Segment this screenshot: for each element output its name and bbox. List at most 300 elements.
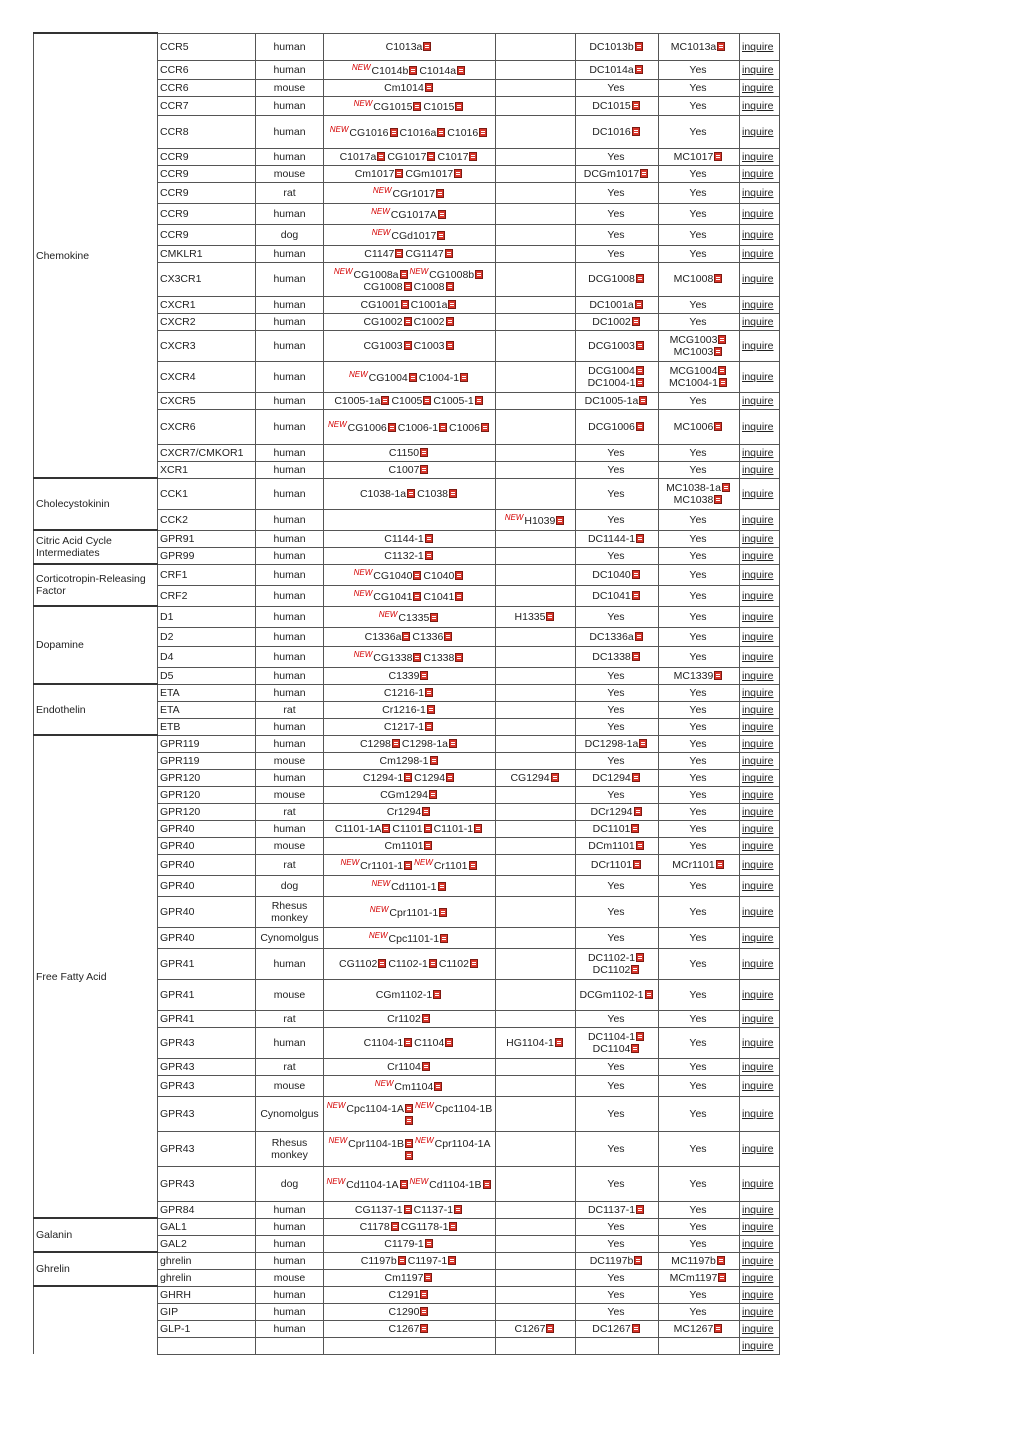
- inquire-link[interactable]: inquire: [742, 1220, 774, 1233]
- dc-code[interactable]: DC1197b: [589, 1254, 634, 1267]
- inquire-link[interactable]: inquire: [742, 228, 774, 241]
- h-code[interactable]: H1335: [514, 610, 546, 623]
- dc-code[interactable]: DCG1004: [588, 364, 635, 377]
- inquire-link[interactable]: inquire: [742, 1036, 774, 1049]
- dc-code[interactable]: DC1137-1: [587, 1203, 636, 1216]
- products-code[interactable]: Cpr1101-1: [389, 907, 439, 919]
- inquire-link[interactable]: inquire: [742, 63, 774, 76]
- inquire-link[interactable]: inquire: [742, 858, 774, 871]
- pdf-icon[interactable]: [439, 423, 447, 432]
- inquire-link[interactable]: inquire: [742, 610, 774, 623]
- inquire-link[interactable]: inquire: [742, 549, 774, 562]
- pdf-icon[interactable]: [632, 652, 640, 661]
- pdf-icon[interactable]: [413, 592, 421, 601]
- dc-code[interactable]: DC1013b: [589, 40, 634, 53]
- pdf-icon[interactable]: [719, 378, 727, 387]
- pdf-icon[interactable]: [440, 934, 448, 943]
- pdf-icon[interactable]: [390, 128, 398, 137]
- products-code[interactable]: C1178: [359, 1220, 390, 1233]
- products-code[interactable]: C1006-1: [397, 422, 439, 434]
- products-code[interactable]: CG1015: [373, 101, 413, 113]
- dc-code[interactable]: DC1015: [592, 99, 631, 112]
- products-code[interactable]: Cpc1104-1B: [434, 1103, 493, 1115]
- products-code[interactable]: CG1338: [373, 652, 413, 664]
- pdf-icon[interactable]: [716, 860, 724, 869]
- pdf-icon[interactable]: [640, 169, 648, 178]
- pdf-icon[interactable]: [420, 671, 428, 680]
- pdf-icon[interactable]: [444, 632, 452, 641]
- products-code[interactable]: C1016: [447, 127, 479, 139]
- products-code[interactable]: C1001a: [410, 298, 448, 311]
- products-code[interactable]: C1041: [423, 591, 455, 603]
- products-code[interactable]: Cr1294: [386, 805, 422, 818]
- mc-code[interactable]: MC1197b: [671, 1254, 716, 1267]
- pdf-icon[interactable]: [395, 169, 403, 178]
- inquire-link[interactable]: inquire: [742, 1107, 774, 1120]
- pdf-icon[interactable]: [420, 1290, 428, 1299]
- products-code[interactable]: Cr1101-1: [360, 860, 404, 872]
- dc-code[interactable]: DC1001a: [589, 298, 634, 311]
- dc-code[interactable]: DC1102-1: [587, 951, 636, 964]
- products-code[interactable]: C1197-1: [407, 1254, 448, 1267]
- pdf-icon[interactable]: [631, 965, 639, 974]
- products-code[interactable]: CG1040: [373, 570, 413, 582]
- products-code[interactable]: Cr1104: [387, 1060, 421, 1073]
- products-code[interactable]: C1336: [412, 630, 444, 643]
- products-code[interactable]: C1038-1a: [359, 487, 407, 500]
- pdf-icon[interactable]: [437, 231, 445, 240]
- dc-code[interactable]: DC1104-1: [587, 1030, 636, 1043]
- pdf-icon[interactable]: [425, 688, 433, 697]
- inquire-link[interactable]: inquire: [742, 1339, 774, 1352]
- products-code[interactable]: C1017a: [339, 150, 377, 163]
- pdf-icon[interactable]: [636, 422, 644, 431]
- products-code[interactable]: CGm1102-1: [375, 988, 433, 1001]
- dc-code[interactable]: DC1016: [592, 125, 631, 138]
- inquire-link[interactable]: inquire: [742, 99, 774, 112]
- pdf-icon[interactable]: [388, 423, 396, 432]
- products-code[interactable]: C1014a: [419, 65, 457, 77]
- pdf-icon[interactable]: [392, 739, 400, 748]
- products-code[interactable]: C1291: [388, 1288, 420, 1301]
- pdf-icon[interactable]: [423, 396, 431, 405]
- products-code[interactable]: CG1003: [363, 339, 403, 352]
- pdf-icon[interactable]: [427, 705, 435, 714]
- pdf-icon[interactable]: [454, 1205, 462, 1214]
- inquire-link[interactable]: inquire: [742, 339, 774, 352]
- dc-code[interactable]: DC1041: [592, 589, 631, 602]
- products-code[interactable]: C1294-1: [362, 771, 404, 784]
- pdf-icon[interactable]: [551, 773, 559, 782]
- pdf-icon[interactable]: [634, 1256, 642, 1265]
- products-code[interactable]: CG1008: [363, 280, 403, 293]
- products-code[interactable]: CG1008a: [353, 268, 399, 281]
- products-code[interactable]: CG1002: [363, 315, 403, 328]
- inquire-link[interactable]: inquire: [742, 513, 774, 526]
- pdf-icon[interactable]: [407, 489, 415, 498]
- pdf-icon[interactable]: [455, 571, 463, 580]
- products-code[interactable]: C1101-1: [433, 822, 474, 835]
- pdf-icon[interactable]: [409, 373, 417, 382]
- products-code[interactable]: C1006: [449, 422, 480, 434]
- inquire-link[interactable]: inquire: [742, 1079, 774, 1092]
- products-code[interactable]: C1294: [414, 771, 446, 784]
- pdf-icon[interactable]: [433, 990, 441, 999]
- pdf-icon[interactable]: [639, 396, 647, 405]
- products-code[interactable]: C1002: [413, 315, 445, 328]
- mc-code[interactable]: MC1017: [673, 150, 714, 163]
- products-code[interactable]: CG1006: [347, 422, 387, 434]
- pdf-icon[interactable]: [398, 1256, 406, 1265]
- pdf-icon[interactable]: [455, 102, 463, 111]
- pdf-icon[interactable]: [469, 152, 477, 161]
- pdf-icon[interactable]: [714, 495, 722, 504]
- inquire-link[interactable]: inquire: [742, 568, 774, 581]
- pdf-icon[interactable]: [636, 378, 644, 387]
- inquire-link[interactable]: inquire: [742, 167, 774, 180]
- dc-code[interactable]: DCG1006: [588, 420, 635, 433]
- pdf-icon[interactable]: [448, 300, 456, 309]
- products-code[interactable]: Cpr1104-1A: [434, 1138, 491, 1150]
- pdf-icon[interactable]: [632, 127, 640, 136]
- mc-code[interactable]: MC1339: [673, 669, 714, 682]
- dc-code[interactable]: DC1014a: [589, 63, 634, 76]
- dc-code[interactable]: DCr1101: [590, 858, 633, 871]
- products-code[interactable]: CG1016: [349, 127, 389, 139]
- inquire-link[interactable]: inquire: [742, 931, 774, 944]
- inquire-link[interactable]: inquire: [742, 805, 774, 818]
- products-code[interactable]: C1104: [414, 1036, 445, 1049]
- pdf-icon[interactable]: [434, 1082, 442, 1091]
- dc-code[interactable]: DC1144-1: [587, 532, 636, 545]
- pdf-icon[interactable]: [460, 373, 468, 382]
- dc-code[interactable]: DC1336a: [589, 630, 634, 643]
- products-code[interactable]: C1267: [388, 1322, 420, 1335]
- pdf-icon[interactable]: [635, 42, 643, 51]
- products-code[interactable]: C1144-1: [384, 532, 424, 545]
- products-code[interactable]: CGm1017: [405, 167, 454, 180]
- pdf-icon[interactable]: [409, 66, 417, 75]
- inquire-link[interactable]: inquire: [742, 788, 774, 801]
- mc-code[interactable]: MC1006: [673, 420, 714, 433]
- pdf-icon[interactable]: [546, 1324, 554, 1333]
- pdf-icon[interactable]: [446, 282, 454, 291]
- products-code[interactable]: Cd1104-1B: [429, 1179, 482, 1191]
- inquire-link[interactable]: inquire: [742, 1142, 774, 1155]
- products-code[interactable]: C1137-1: [413, 1203, 454, 1216]
- products-code[interactable]: Cr1216-1: [382, 703, 426, 716]
- products-code[interactable]: CG1017: [387, 150, 427, 163]
- pdf-icon[interactable]: [475, 396, 483, 405]
- h-code[interactable]: HG1104-1: [506, 1036, 554, 1049]
- products-code[interactable]: C1005-1: [433, 394, 474, 407]
- inquire-link[interactable]: inquire: [742, 879, 774, 892]
- inquire-link[interactable]: inquire: [742, 839, 774, 852]
- dc-code[interactable]: DCG1008: [588, 273, 635, 285]
- products-code[interactable]: C1150: [388, 446, 420, 459]
- inquire-link[interactable]: inquire: [742, 463, 774, 476]
- pdf-icon[interactable]: [718, 335, 726, 344]
- pdf-icon[interactable]: [455, 653, 463, 662]
- pdf-icon[interactable]: [425, 722, 433, 731]
- products-code[interactable]: Cm1104: [394, 1081, 434, 1093]
- products-code[interactable]: C1040: [423, 570, 455, 582]
- pdf-icon[interactable]: [636, 841, 644, 850]
- inquire-link[interactable]: inquire: [742, 650, 774, 663]
- pdf-icon[interactable]: [429, 959, 437, 968]
- dc-code[interactable]: DC1104: [592, 1042, 631, 1055]
- pdf-icon[interactable]: [454, 169, 462, 178]
- products-code[interactable]: C1016a: [399, 127, 437, 139]
- products-code[interactable]: CGm1294: [380, 788, 428, 801]
- pdf-icon[interactable]: [405, 1139, 413, 1148]
- inquire-link[interactable]: inquire: [742, 1271, 774, 1284]
- pdf-icon[interactable]: [404, 317, 412, 326]
- pdf-icon[interactable]: [413, 571, 421, 580]
- products-code[interactable]: C1013a: [385, 40, 423, 53]
- pdf-icon[interactable]: [449, 739, 457, 748]
- pdf-icon[interactable]: [425, 534, 433, 543]
- products-code[interactable]: C1179-1: [384, 1237, 424, 1250]
- pdf-icon[interactable]: [437, 128, 445, 137]
- pdf-icon[interactable]: [420, 465, 428, 474]
- products-code[interactable]: C1132-1: [384, 549, 424, 562]
- inquire-link[interactable]: inquire: [742, 988, 774, 1001]
- products-code[interactable]: Cd1101-1: [391, 881, 437, 893]
- products-code[interactable]: CG1041: [373, 591, 413, 603]
- pdf-icon[interactable]: [546, 612, 554, 621]
- pdf-icon[interactable]: [427, 152, 435, 161]
- inquire-link[interactable]: inquire: [742, 1288, 774, 1301]
- dc-code[interactable]: DCr1294: [590, 805, 633, 818]
- pdf-icon[interactable]: [714, 671, 722, 680]
- inquire-link[interactable]: inquire: [742, 720, 774, 733]
- products-code[interactable]: C1005-1a: [334, 394, 381, 407]
- products-code[interactable]: C1004-1: [418, 372, 460, 384]
- products-code[interactable]: C1007: [388, 463, 420, 476]
- pdf-icon[interactable]: [631, 824, 639, 833]
- pdf-icon[interactable]: [479, 128, 487, 137]
- pdf-icon[interactable]: [469, 861, 477, 870]
- pdf-icon[interactable]: [404, 341, 412, 350]
- mc-code[interactable]: MCm1197: [669, 1271, 718, 1284]
- dc-code[interactable]: DCG1003: [588, 339, 635, 352]
- pdf-icon[interactable]: [405, 1116, 413, 1125]
- pdf-icon[interactable]: [635, 632, 643, 641]
- pdf-icon[interactable]: [636, 534, 644, 543]
- pdf-icon[interactable]: [404, 282, 412, 291]
- pdf-icon[interactable]: [436, 189, 444, 198]
- products-code[interactable]: C1101: [392, 822, 423, 835]
- inquire-link[interactable]: inquire: [742, 1203, 774, 1216]
- inquire-link[interactable]: inquire: [742, 1012, 774, 1025]
- products-code[interactable]: CGr1017: [392, 188, 436, 200]
- pdf-icon[interactable]: [402, 632, 410, 641]
- products-code[interactable]: Cm1197: [384, 1271, 424, 1284]
- inquire-link[interactable]: inquire: [742, 125, 774, 138]
- pdf-icon[interactable]: [377, 152, 385, 161]
- pdf-icon[interactable]: [455, 592, 463, 601]
- mc-code[interactable]: MCr1101: [672, 858, 715, 871]
- pdf-icon[interactable]: [639, 739, 647, 748]
- pdf-icon[interactable]: [413, 102, 421, 111]
- inquire-link[interactable]: inquire: [742, 630, 774, 643]
- pdf-icon[interactable]: [635, 65, 643, 74]
- inquire-link[interactable]: inquire: [742, 737, 774, 750]
- inquire-link[interactable]: inquire: [742, 589, 774, 602]
- inquire-link[interactable]: inquire: [742, 532, 774, 545]
- products-code[interactable]: C1147: [364, 247, 395, 260]
- pdf-icon[interactable]: [430, 613, 438, 622]
- pdf-icon[interactable]: [423, 42, 431, 51]
- pdf-icon[interactable]: [632, 570, 640, 579]
- products-code[interactable]: Cpr1104-1B: [348, 1138, 404, 1150]
- pdf-icon[interactable]: [449, 1222, 457, 1231]
- pdf-icon[interactable]: [483, 1180, 491, 1189]
- pdf-icon[interactable]: [395, 249, 403, 258]
- pdf-icon[interactable]: [404, 1205, 412, 1214]
- dc-code[interactable]: DC1002: [592, 315, 631, 328]
- products-code[interactable]: Cpc1101-1: [388, 933, 440, 945]
- inquire-link[interactable]: inquire: [742, 1322, 774, 1335]
- pdf-icon[interactable]: [424, 1273, 432, 1282]
- pdf-icon[interactable]: [401, 300, 409, 309]
- products-code[interactable]: C1339: [388, 669, 420, 682]
- pdf-icon[interactable]: [636, 1032, 644, 1041]
- products-code[interactable]: C1216-1: [383, 686, 425, 699]
- pdf-icon[interactable]: [636, 274, 644, 283]
- inquire-link[interactable]: inquire: [742, 40, 774, 53]
- pdf-icon[interactable]: [717, 42, 725, 51]
- products-code[interactable]: Cm1298-1: [379, 754, 429, 767]
- pdf-icon[interactable]: [636, 953, 644, 962]
- pdf-icon[interactable]: [446, 341, 454, 350]
- pdf-icon[interactable]: [632, 1324, 640, 1333]
- pdf-icon[interactable]: [481, 423, 489, 432]
- dc-code[interactable]: DC1040: [592, 568, 631, 581]
- pdf-icon[interactable]: [420, 448, 428, 457]
- dc-code[interactable]: DCGm1102-1: [579, 988, 644, 1001]
- pdf-icon[interactable]: [470, 959, 478, 968]
- pdf-icon[interactable]: [714, 274, 722, 283]
- pdf-icon[interactable]: [422, 807, 430, 816]
- pdf-icon[interactable]: [474, 824, 482, 833]
- products-code[interactable]: Cr1101: [433, 860, 468, 872]
- inquire-link[interactable]: inquire: [742, 957, 774, 970]
- products-code[interactable]: C1102-1: [388, 957, 428, 970]
- h-code[interactable]: H1039: [524, 515, 556, 527]
- inquire-link[interactable]: inquire: [742, 298, 774, 311]
- inquire-link[interactable]: inquire: [742, 905, 774, 918]
- pdf-icon[interactable]: [718, 366, 726, 375]
- dc-code[interactable]: DCGm1017: [583, 167, 640, 180]
- pdf-icon[interactable]: [636, 1205, 644, 1214]
- pdf-icon[interactable]: [422, 1014, 430, 1023]
- pdf-icon[interactable]: [722, 483, 730, 492]
- pdf-icon[interactable]: [448, 1256, 456, 1265]
- products-code[interactable]: C1290: [388, 1305, 420, 1318]
- products-code[interactable]: CG1017A: [390, 209, 437, 221]
- inquire-link[interactable]: inquire: [742, 1177, 774, 1190]
- mc-code[interactable]: MC1008: [673, 273, 714, 285]
- inquire-link[interactable]: inquire: [742, 186, 774, 199]
- products-code[interactable]: CG1004: [368, 372, 408, 384]
- products-code[interactable]: Cpc1104-1A: [346, 1103, 404, 1115]
- pdf-icon[interactable]: [382, 824, 390, 833]
- mc-code[interactable]: MC1013a: [670, 40, 717, 53]
- pdf-icon[interactable]: [714, 1324, 722, 1333]
- pdf-icon[interactable]: [556, 516, 564, 525]
- pdf-icon[interactable]: [634, 807, 642, 816]
- pdf-icon[interactable]: [714, 152, 722, 161]
- products-code[interactable]: C1038: [417, 487, 449, 500]
- pdf-icon[interactable]: [405, 1151, 413, 1160]
- inquire-link[interactable]: inquire: [742, 207, 774, 220]
- products-code[interactable]: CG1137-1: [354, 1203, 403, 1216]
- pdf-icon[interactable]: [717, 1256, 725, 1265]
- products-code[interactable]: Cr1102: [387, 1012, 421, 1025]
- mc-code[interactable]: MCG1003: [669, 333, 718, 346]
- products-code[interactable]: Cm1017: [354, 167, 395, 180]
- inquire-link[interactable]: inquire: [742, 247, 774, 260]
- mc-code[interactable]: MC1004-1: [668, 376, 719, 389]
- inquire-link[interactable]: inquire: [742, 487, 774, 500]
- pdf-icon[interactable]: [633, 860, 641, 869]
- pdf-icon[interactable]: [446, 773, 454, 782]
- pdf-icon[interactable]: [381, 396, 389, 405]
- pdf-icon[interactable]: [632, 773, 640, 782]
- dc-code[interactable]: DCm1101: [588, 839, 635, 852]
- h-code[interactable]: C1267: [514, 1322, 546, 1335]
- products-code[interactable]: C1005: [391, 394, 423, 407]
- mc-code[interactable]: MC1003: [673, 345, 714, 358]
- inquire-link[interactable]: inquire: [742, 394, 774, 407]
- dc-code[interactable]: DC1004-1: [587, 376, 636, 389]
- products-code[interactable]: C1003: [413, 339, 445, 352]
- pdf-icon[interactable]: [445, 1038, 453, 1047]
- h-code[interactable]: CG1294: [510, 771, 550, 784]
- dc-code[interactable]: DC1005-1a: [584, 394, 639, 407]
- pdf-icon[interactable]: [425, 1239, 433, 1248]
- pdf-icon[interactable]: [404, 1038, 412, 1047]
- mc-code[interactable]: MCG1004: [669, 364, 718, 377]
- pdf-icon[interactable]: [446, 317, 454, 326]
- pdf-icon[interactable]: [631, 1044, 639, 1053]
- products-code[interactable]: C1015: [423, 101, 455, 113]
- products-code[interactable]: C1017: [437, 150, 469, 163]
- inquire-link[interactable]: inquire: [742, 1237, 774, 1250]
- dc-code[interactable]: DC1267: [592, 1322, 631, 1335]
- products-code[interactable]: CG1147: [405, 247, 444, 260]
- pdf-icon[interactable]: [475, 270, 483, 279]
- pdf-icon[interactable]: [404, 773, 412, 782]
- pdf-icon[interactable]: [429, 790, 437, 799]
- inquire-link[interactable]: inquire: [742, 1254, 774, 1267]
- pdf-icon[interactable]: [445, 249, 453, 258]
- inquire-link[interactable]: inquire: [742, 669, 774, 682]
- inquire-link[interactable]: inquire: [742, 315, 774, 328]
- pdf-icon[interactable]: [632, 591, 640, 600]
- inquire-link[interactable]: inquire: [742, 703, 774, 716]
- products-code[interactable]: C1335: [398, 612, 430, 624]
- products-code[interactable]: CGd1017: [391, 230, 437, 242]
- mc-code[interactable]: MC1038: [673, 493, 714, 506]
- inquire-link[interactable]: inquire: [742, 754, 774, 767]
- products-code[interactable]: C1102: [438, 957, 469, 970]
- mc-code[interactable]: MC1267: [673, 1322, 714, 1335]
- pdf-icon[interactable]: [636, 366, 644, 375]
- inquire-link[interactable]: inquire: [742, 81, 774, 94]
